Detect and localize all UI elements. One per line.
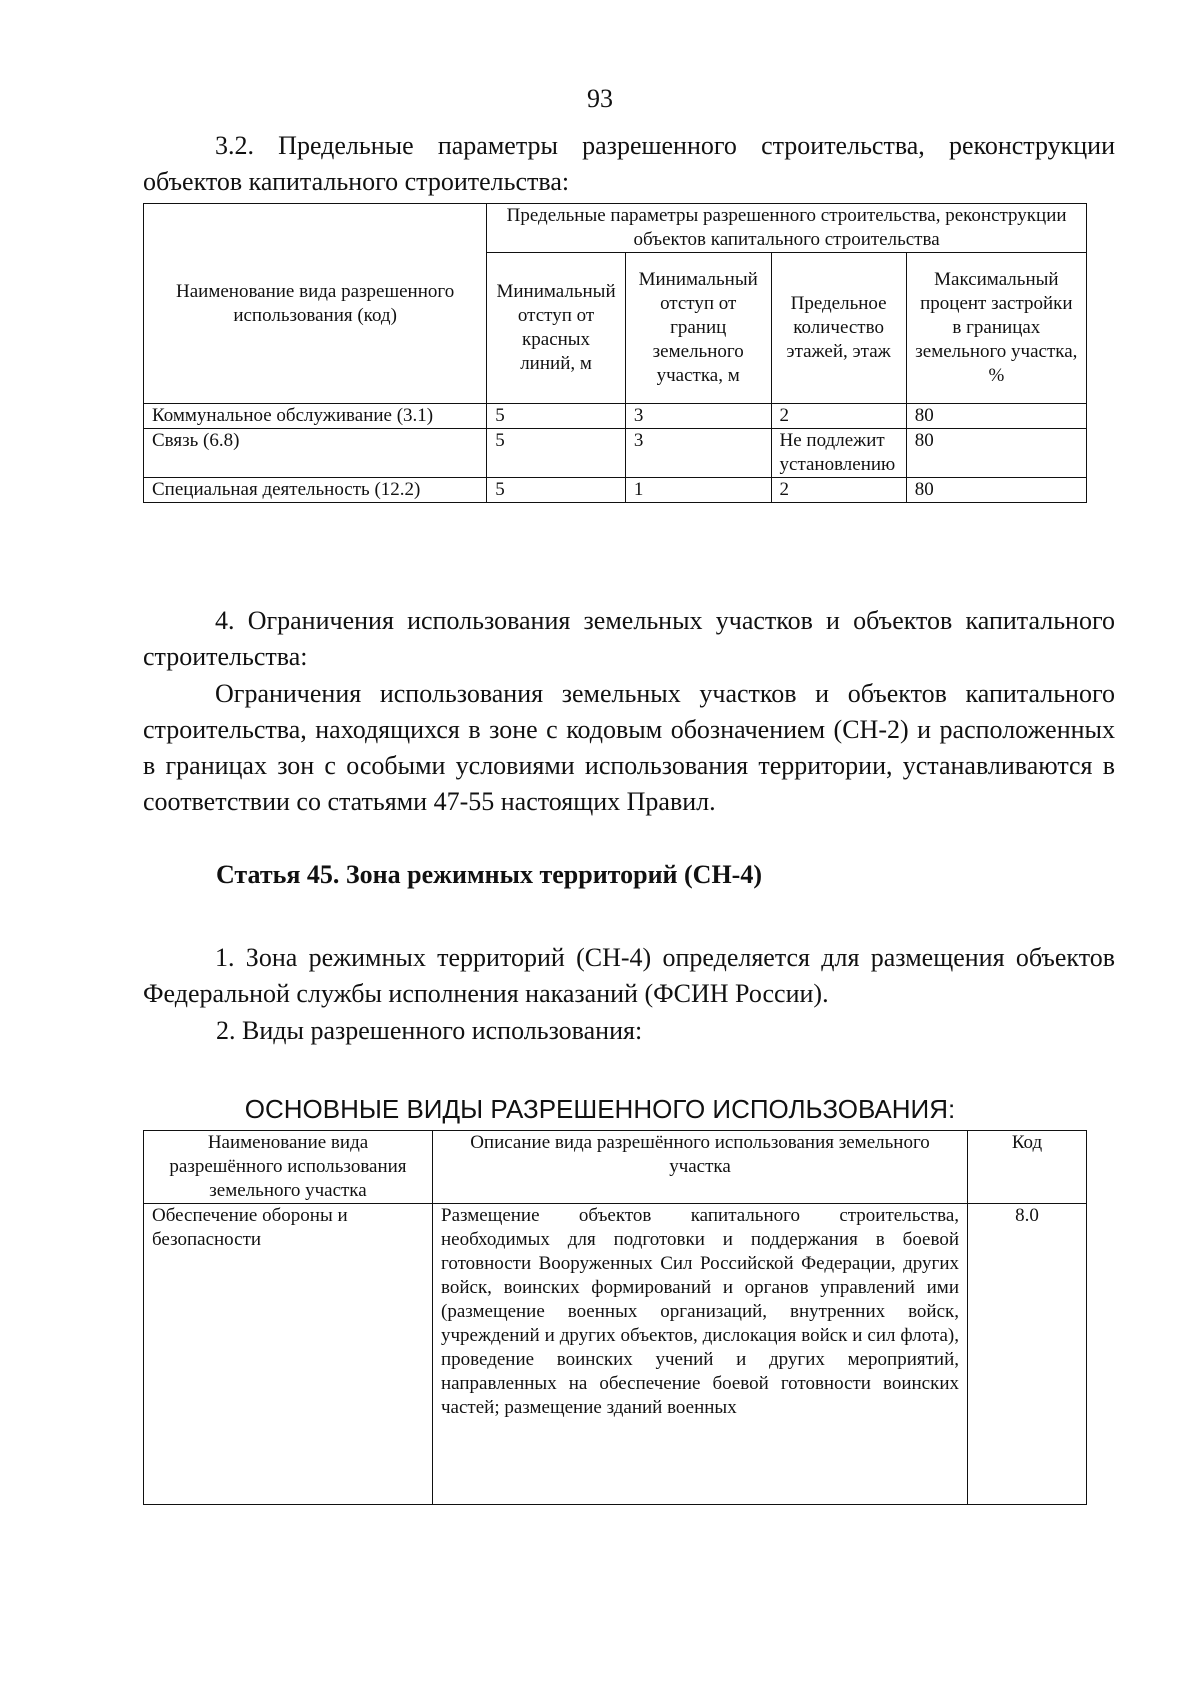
table1-cell: 3 (625, 404, 771, 429)
table1-subheader: Максимальный процент застройки в границах земельного участка, % (906, 253, 1086, 404)
limits-table (143, 203, 1087, 503)
section-3-2-text: 3.2. Предельные параметры разрешенного строительства, реконструкции объектов капитального строительства: (143, 131, 1115, 196)
table1-name-header: Наименование вида разрешенного использования (код) (144, 204, 487, 404)
table1-subheader: Минимальный отступ от красных линий, м (487, 253, 626, 404)
table1-cell: 5 (487, 429, 626, 478)
table2-cell-name: Обеспечение обороны и безопасности (144, 1204, 433, 1505)
item-2-text: 2. Виды разрешенного использования: (216, 1016, 643, 1045)
table1-cell: 5 (487, 404, 626, 429)
table1-cell: Не подлежит установлению (771, 429, 906, 478)
table1-cell: 80 (906, 429, 1086, 478)
table1-group-header: Предельные параметры разрешенного строительства, реконструкции объектов капитального строительства (487, 204, 1087, 253)
table1-cell: 5 (487, 478, 626, 503)
table1-cell: 2 (771, 478, 906, 503)
page-number: 93 (587, 84, 613, 113)
table2-cell-description: Размещение объектов капитального строительства, необходимых для подготовки и поддержания в боевой готовности Вооруженных Сил Российской Федерации, других войск, воинских формирований и органов управлений ими (размещение военных организаций, внутренних войск, учреждений и других объектов, дислокация войск и сил флота), проведение воинских учений и других мероприятий, направленных на обеспечение боевой готовности воинских частей; размещение зданий военных (433, 1204, 968, 1505)
table1-cell-name: Связь (6.8) (144, 429, 487, 478)
table-row (144, 429, 1087, 478)
permitted-uses-table (143, 1130, 1087, 1505)
table1-cell-name: Специальная деятельность (12.2) (144, 478, 487, 503)
item-1-text: 1. Зона режимных территорий (СН-4) определяется для размещения объектов Федеральной службы исполнения наказаний (ФСИН России). (143, 943, 1115, 1008)
table2-caption: ОСНОВНЫЕ ВИДЫ РАЗРЕШЕННОГО ИСПОЛЬЗОВАНИЯ: (244, 1094, 956, 1124)
table1-subheader: Минимальный отступ от границ земельного участка, м (625, 253, 771, 404)
table-row (144, 478, 1087, 503)
table1-cell-name: Коммунальное обслуживание (3.1) (144, 404, 487, 429)
table1-subheader: Предельное количество этажей, этаж (771, 253, 906, 404)
table-row (144, 404, 1087, 429)
article-heading: Статья 45. Зона режимных территорий (СН-4) (216, 860, 762, 889)
section-4-text: Ограничения использования земельных участков и объектов капитального строительства, находящихся в зоне с кодовым обозначением (СН-2) и расположенных в границах зон с особыми условиями использования территории, устанавливаются в соответствии со статьями 47-55 настоящих Правил. (143, 679, 1115, 816)
table1-cell: 1 (625, 478, 771, 503)
table2-header-description: Описание вида разрешённого использования земельного участка (433, 1131, 968, 1204)
table1-cell: 3 (625, 429, 771, 478)
table2-header-code: Код (968, 1131, 1087, 1204)
table1-cell: 2 (771, 404, 906, 429)
table-row (144, 1204, 1087, 1505)
table1-cell: 80 (906, 478, 1086, 503)
table2-header-name: Наименование вида разрешённого использования земельного участка (144, 1131, 433, 1204)
table1-cell: 80 (906, 404, 1086, 429)
table2-cell-code: 8.0 (968, 1204, 1087, 1505)
section-4-title: 4. Ограничения использования земельных участков и объектов капитального строительства: (143, 606, 1115, 671)
